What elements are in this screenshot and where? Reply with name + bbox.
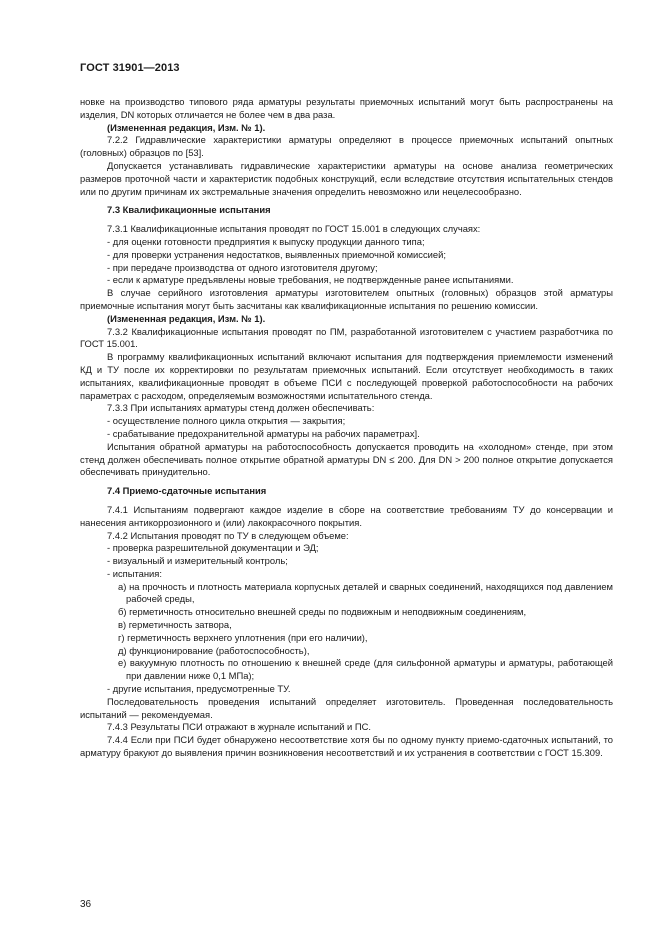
paragraph: - осуществление полного цикла открытия — закрытия; — [107, 415, 346, 427]
paragraph: б) герметичность относительно внешней среды по подвижным и неподвижным соединениям, — [118, 606, 527, 618]
section-heading: 7.4 Приемо-сдаточные испытания — [107, 485, 267, 497]
paragraph: 7.3.2 Квалификационные испытания проводят по ПМ, разработанной изготовителем с участием разработчика по ГОСТ 15.001. — [80, 325, 613, 350]
paragraph: новке на производство типового ряда арматуры результаты приемочных испытаний могут быть распространены на изделия, DN которых отличается не более чем в два раза. — [80, 96, 613, 120]
paragraph: Испытания обратной арматуры на работоспособность допускается проводить на «холодном» стенде, при этом стенд должен обеспечивать полное открытие обратной арматуры DN ≤ 200. Для DN > 200 полное открытие допускается обеспечивать принудительно. — [80, 440, 613, 478]
paragraph: 7.4.4 Если при ПСИ будет обнаружено несоответствие хотя бы по одному пункту приемо-сдаточных испытаний, то арматуру бракуют до выявления причин возникновения несоответствий и их устранения в соответствии с ГОСТ 15.309. — [80, 734, 613, 759]
paragraph: - проверка разрешительной документации и ЭД; — [107, 542, 319, 554]
paragraph: - другие испытания, предусмотренные ТУ. — [107, 683, 291, 695]
paragraph: Последовательность проведения испытаний определяет изготовитель. Проведенная последовательность испытаний — рекомендуемая. — [80, 695, 613, 720]
paragraph: а) на прочность и плотность материала корпусных деталей и сварных соединений, находящихся под давлением рабочей среды, — [118, 580, 613, 605]
document-id: ГОСТ 31901—2013 — [80, 62, 180, 74]
section-heading: 7.3 Квалификационные испытания — [107, 204, 271, 216]
paragraph: - если к арматуре предъявлены новые требования, не подтвержденные ранее испытаниями. — [107, 274, 514, 286]
paragraph: - для оценки готовности предприятия к выпуску продукции данного типа; — [107, 235, 425, 247]
paragraph: - срабатывание предохранительной арматуры на рабочих параметрах]. — [107, 427, 420, 439]
paragraph: Допускается устанавливать гидравлические характеристики арматуры на основе анализа геометрических размеров проточной части и характеристик подобных конструкций, если вследствие отсутствия испытательных стендов или по другим причинам их экстремальные значения определить невозможно или нецелесообразно. — [80, 159, 613, 197]
document-body — [80, 96, 613, 760]
paragraph: - испытания: — [107, 567, 162, 579]
page-number: 36 — [80, 899, 92, 910]
paragraph: 7.3.3 При испытаниях арматуры стенд должен обеспечивать: — [107, 402, 375, 414]
paragraph: 7.2.2 Гидравлические характеристики арматуры определяют в процессе приемочных испытаний опытных (головных) образцов по [53]. — [80, 134, 613, 159]
paragraph: 7.3.1 Квалификационные испытания проводят по ГОСТ 15.001 в следующих случаях: — [107, 223, 481, 235]
paragraph: 7.4.3 Результаты ПСИ отражают в журнале испытаний и ПС. — [107, 721, 372, 733]
paragraph: - для проверки устранения недостатков, выявленных приемочной комиссией; — [107, 248, 446, 260]
paragraph: 7.4.1 Испытаниям подвергают каждое изделие в сборе на соответствие требованиям ТУ до консервации и нанесения антикоррозионного и (или) лакокрасочного покрытия. — [80, 503, 613, 528]
paragraph: (Измененная редакция, Изм. № 1). — [107, 312, 266, 324]
paragraph: В программу квалификационных испытаний включают испытания для подтверждения приемлемости изменений КД и ТУ после их корректировки по результатам приемочных испытаний. Если отсутствует необходимость в таких испытаниях, квалификационные проводят в объеме ПСИ с последующей проверкой работоспособности на рабочих параметрах с расходом, определяемым возможностями испытательного стенда. — [80, 351, 613, 401]
paragraph: г) герметичность верхнего уплотнения (при его наличии), — [118, 631, 368, 643]
paragraph: - при передаче производства от одного изготовителя другому; — [107, 261, 378, 273]
paragraph: (Измененная редакция, Изм. № 1). — [107, 121, 266, 133]
paragraph: В случае серийного изготовления арматуры изготовителем опытных (головных) образцов этой арматуры приемочные испытания могут быть засчитаны как квалификационные испытания по решению комиссии. — [80, 287, 613, 311]
paragraph: в) герметичность затвора, — [118, 619, 232, 631]
paragraph: - визуальный и измерительный контроль; — [107, 555, 288, 567]
paragraph: е) вакуумную плотность по отношению к внешней среде (для сильфонной арматуры и арматуры, работающей при давлении ниже 0,1 МПа); — [118, 657, 613, 682]
paragraph: д) функционирование (работоспособность), — [118, 644, 310, 656]
paragraph: 7.4.2 Испытания проводят по ТУ в следующем объеме: — [107, 529, 349, 541]
